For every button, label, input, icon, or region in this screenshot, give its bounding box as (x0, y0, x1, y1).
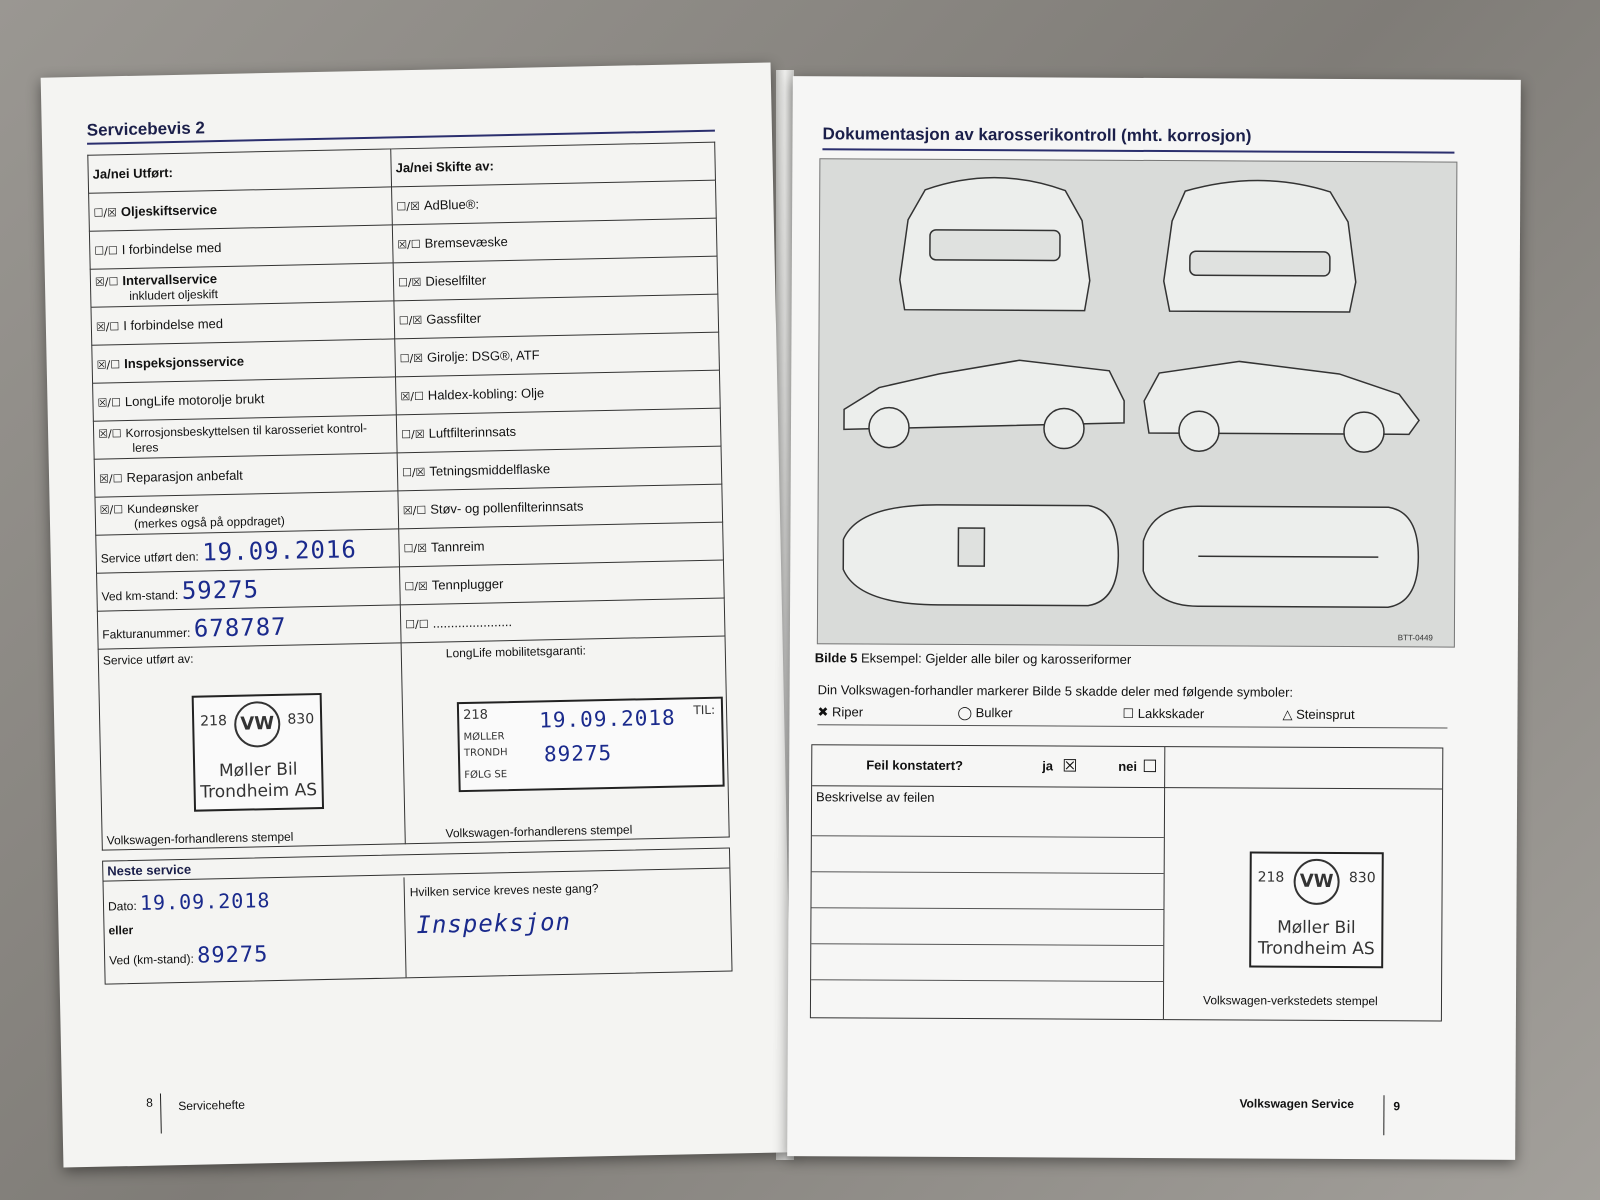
damage-form (810, 744, 1443, 1021)
checkbox[interactable]: ☐/☒ (401, 465, 426, 480)
checkbox[interactable]: ☒/☐ (95, 320, 120, 334)
left-row-longlife: ☒/☐ LongLife motorolje brukt (93, 377, 397, 421)
service-date-value: 19.09.2016 (202, 534, 358, 566)
symbol-lakkskader: ☐ Lakkskader (1122, 705, 1205, 722)
yes-checkbox[interactable]: ☒ (1062, 756, 1078, 777)
left-row-forbindelse-2: ☒/☐ I forbindelse med (91, 301, 395, 345)
right-row-tannreim: ☐/☒ Tannreim (399, 522, 724, 567)
footer-text: Volkswagen Service (1239, 1096, 1355, 1112)
left-row-oljeskift: ☐/☒ Oljeskiftservice (89, 187, 393, 231)
checkbox[interactable]: ☒/☐ (99, 502, 124, 517)
right-row-gassfilter: ☐/☒ Gassfilter (394, 294, 719, 339)
vw-logo-icon: VW (234, 701, 281, 748)
right-row-blank: ☐/☐ ...................... (400, 598, 725, 643)
form-divider (1163, 747, 1165, 1019)
service-table (87, 142, 729, 851)
left-row-inspeksjon: ☒/☐ Inspeksjonsservice (92, 339, 396, 383)
km-cell: Ved km-stand: 59275 (97, 567, 401, 611)
workshop-stamp: 218 VW 830 Møller Bil Trondheim AS (1249, 852, 1384, 969)
description-label: Beskrivelse av feilen (816, 789, 935, 805)
car-diagram (817, 158, 1458, 647)
page-title: Servicebevis 2 (86, 118, 206, 140)
km-value: 59275 (181, 574, 260, 605)
footer-divider (160, 1093, 162, 1133)
symbol-bulker: ◯ Bulker (957, 704, 1013, 721)
performed-by-cell: Service utført av: 218 VW 830 Møller Bil Trondheim AS Volkswagen-forhandlerens stempel (98, 643, 405, 850)
left-row-kundeonsker: ☒/☐ Kundeønsker (merkes også på oppdraget) (95, 491, 399, 535)
left-page (41, 62, 794, 1167)
right-page (787, 76, 1521, 1160)
description-line (811, 907, 1163, 910)
footer-text: Servicehefte (178, 1097, 246, 1114)
right-row-dieselfilter: ☐/☒ Dieselfilter (393, 256, 718, 301)
right-row-luftfilter: ☐/☒ Luftfilterinnsats (396, 408, 721, 453)
right-row-haldex: ☒/☐ Haldex-kobling: Olje (396, 370, 721, 415)
description-line (812, 871, 1164, 874)
checkbox[interactable]: ☒/☐ (97, 426, 122, 441)
car-front-view (1164, 180, 1357, 312)
left-row-forbindelse-1: ☐/☐ I forbindelse med (89, 225, 393, 269)
checkbox[interactable]: ☒/☐ (94, 274, 119, 289)
right-row-pollenfilter: ☒/☐ Støv- og pollenfilterinnsats (398, 484, 723, 529)
checkbox[interactable]: ☐/☒ (397, 275, 422, 290)
checkbox[interactable]: ☐/☐ (405, 617, 429, 632)
next-km-value: 89275 (196, 942, 269, 969)
checkbox[interactable]: ☐/☒ (93, 206, 118, 220)
description-line (811, 943, 1163, 946)
checkbox[interactable]: ☒/☐ (97, 396, 122, 410)
right-row-tetningsmiddel: ☐/☒ Tetningsmiddelflaske (397, 446, 722, 491)
mobility-stamp: 218 MØLLER TRONDH FØLG SE TIL: 19.09.2018 89275 (457, 697, 725, 793)
checkbox[interactable]: ☐/☒ (404, 579, 428, 594)
page-number: 8 (146, 1095, 153, 1110)
title-rule (822, 148, 1454, 153)
vw-logo-icon: VW (1294, 859, 1340, 905)
symbol-riper: ✖ Riper (817, 704, 864, 720)
checkbox[interactable]: ☒/☐ (397, 237, 421, 252)
col-left-header: Ja/nei Utført: (88, 149, 392, 193)
footer-divider (1383, 1095, 1384, 1135)
no-checkbox[interactable]: ☐ (1142, 756, 1158, 778)
next-answer: Inspeksjon (416, 907, 572, 940)
dealer-stamp: 218 VW 830 Møller Bil Trondheim AS (192, 693, 324, 812)
left-row-korrosjon: ☒/☐ Korrosjonsbeskyttelsen til karosseriet kontrol- leres (93, 415, 397, 459)
next-service-title: Neste service (103, 849, 729, 882)
right-row-bremsevaeske: ☒/☐ Bremsevæske (392, 218, 717, 263)
mobility-date-value: 19.09.2018 (538, 705, 676, 733)
checkbox[interactable]: ☒/☐ (402, 503, 427, 518)
invoice-cell: Fakturanummer: 678787 (97, 605, 401, 649)
car-outline-drawings (818, 159, 1457, 646)
symbols-legend (817, 704, 1447, 728)
figure-caption: Bilde 5 Eksempel: Gjelder alle biler og karosseriformer (814, 650, 1132, 667)
checkbox[interactable]: ☒/☐ (400, 389, 424, 404)
right-row-girolje: ☐/☒ Girolje: DSG®, ATF (395, 332, 720, 377)
checkbox[interactable]: ☐/☒ (401, 427, 425, 442)
left-row-reparasjon: ☒/☐ Reparasjon anbefalt (94, 453, 398, 497)
symbols-intro: Din Volkswagen-forhandler markerer Bilde 5 skadde deler med følgende symboler: (817, 682, 1294, 700)
workshop-stamp-label: Volkswagen-verkstedets stempel (1202, 993, 1378, 1009)
description-line (812, 835, 1164, 838)
damage-header: Feil konstatert? ja ☒ nei ☐ (812, 745, 1442, 789)
checkbox[interactable]: ☒/☐ (98, 472, 123, 486)
next-date-value: 19.09.2018 (139, 888, 271, 915)
service-date-cell: Service utført den: 19.09.2016 (96, 529, 400, 573)
right-row-tennplugger: ☐/☒ Tennplugger (399, 560, 724, 605)
invoice-value: 678787 (193, 612, 287, 643)
right-row-adblue: ☐/☒ AdBlue®: (392, 180, 717, 225)
description-line (811, 979, 1163, 982)
checkbox[interactable]: ☐/☒ (403, 541, 428, 556)
checkbox[interactable]: ☐/☒ (396, 199, 421, 214)
checkbox[interactable]: ☐/☐ (94, 244, 118, 258)
checkbox[interactable]: ☐/☒ (399, 351, 424, 366)
col-right-header: Ja/nei Skifte av: (391, 142, 716, 187)
left-row-intervall: ☒/☐ Intervallservice inkludert oljeskift (90, 263, 394, 307)
checkbox[interactable]: ☒/☐ (96, 358, 121, 372)
next-service-box: Neste service Dato: 19.09.2018 eller Ved (km-stand): 89275 Hvilken service kreves neste gang? Inspeksjon (102, 847, 732, 984)
divider (403, 877, 406, 977)
symbol-steinsprut: △ Steinsprut (1282, 706, 1355, 723)
figure-code: BTT-0449 (1397, 633, 1433, 643)
checkbox[interactable]: ☐/☒ (398, 313, 423, 328)
mobility-cell: LongLife mobilitetsgaranti: 218 MØLLER TRONDH FØLG SE TIL: 19.09.2018 89275 Volkswagen-forhandlerens stempel (401, 636, 729, 844)
mobility-km-value: 89275 (543, 740, 613, 767)
page-title: Dokumentasjon av karosserikontroll (mht. korrosjon) (822, 124, 1252, 146)
page-number: 9 (1393, 1099, 1401, 1114)
